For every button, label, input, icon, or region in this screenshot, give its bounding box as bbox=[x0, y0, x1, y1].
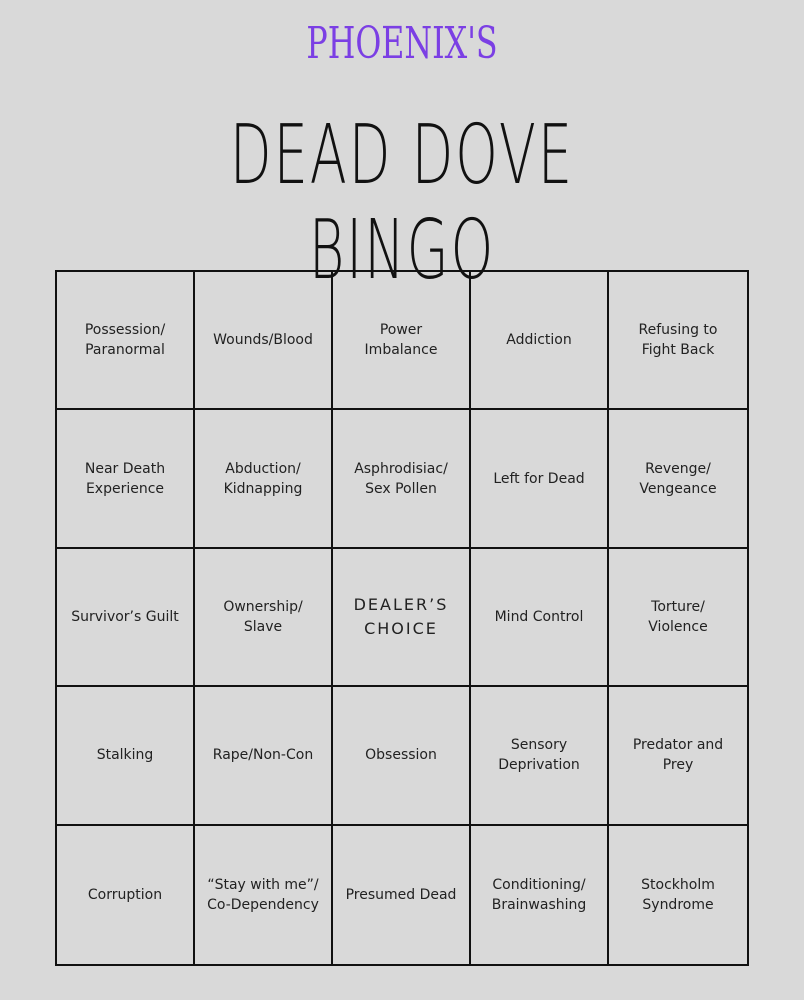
bingo-cell: Corruption bbox=[57, 826, 195, 964]
bingo-cell: Revenge/ Vengeance bbox=[609, 410, 747, 548]
bingo-cell: Ownership/ Slave bbox=[195, 549, 333, 687]
bingo-cell: Wounds/Blood bbox=[195, 272, 333, 410]
bingo-cell: Obsession bbox=[333, 687, 471, 825]
bingo-cell: Torture/ Violence bbox=[609, 549, 747, 687]
page-title: DEAD DOVE BINGO bbox=[229, 108, 575, 298]
bingo-cell: Abduction/ Kidnapping bbox=[195, 410, 333, 548]
bingo-cell: Survivor’s Guilt bbox=[57, 549, 195, 687]
bingo-card bbox=[55, 270, 749, 966]
bingo-cell: Presumed Dead bbox=[333, 826, 471, 964]
bingo-cell: Near Death Experience bbox=[57, 410, 195, 548]
bingo-cell: Addiction bbox=[471, 272, 609, 410]
bingo-cell: Asphrodisiac/ Sex Pollen bbox=[333, 410, 471, 548]
bingo-cell: Power Imbalance bbox=[333, 272, 471, 410]
bingo-cell: Left for Dead bbox=[471, 410, 609, 548]
bingo-free-cell: DEALER’S CHOICE bbox=[333, 549, 471, 687]
bingo-cell: Possession/ Paranormal bbox=[57, 272, 195, 410]
bingo-cell: Predator and Prey bbox=[609, 687, 747, 825]
bingo-cell: Stockholm Syndrome bbox=[641, 876, 715, 913]
bingo-cell: “Stay with me”/ Co-Dependency bbox=[195, 826, 333, 964]
bingo-cell: Mind Control bbox=[471, 549, 609, 687]
subtitle: PHOENIX'S bbox=[306, 18, 498, 69]
bingo-cell: Rape/Non-Con bbox=[195, 687, 333, 825]
bingo-cell: Conditioning/ Brainwashing bbox=[471, 826, 609, 964]
bingo-cell: Sensory Deprivation bbox=[471, 687, 609, 825]
bingo-cell: Stalking bbox=[57, 687, 195, 825]
bingo-cell: Refusing to Fight Back bbox=[609, 272, 747, 410]
